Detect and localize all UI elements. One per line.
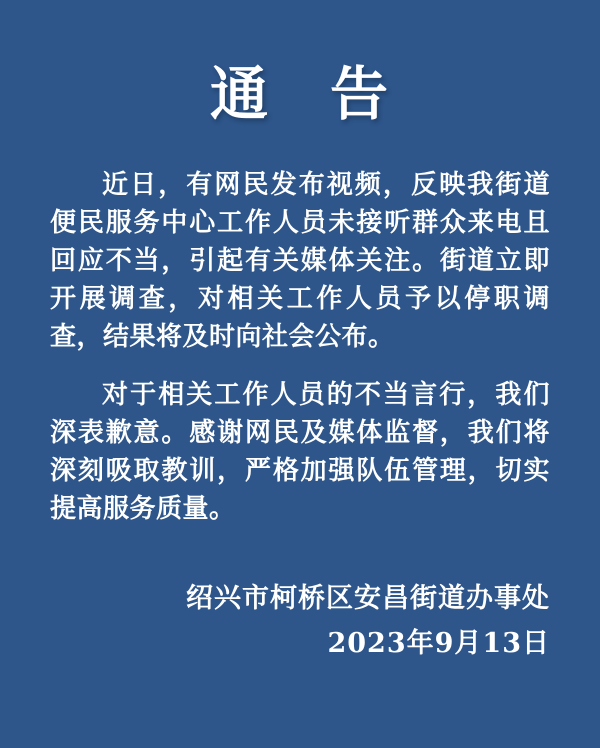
notice-paragraph-1: 近日，有网民发布视频，反映我街道便民服务中心工作人员未接听群众来电且回应不当，引起有关媒体关注。街道立即开展调查，对相关工作人员予以停职调查，结果将及时向社会公布。 — [50, 170, 550, 352]
notice-title: 通 告 — [209, 60, 390, 128]
issuer-signature: 绍兴市柯桥区安昌街道办事处 — [186, 583, 550, 614]
notice-body — [50, 166, 550, 528]
signature-block — [50, 584, 550, 658]
issue-date: 2023年9月13日 — [327, 628, 550, 659]
notice-paragraph-2: 对于相关工作人员的不当言行，我们深表歉意。感谢网民及媒体监督，我们将深刻吸取教训，严格加强队伍管理，切实提高服务质量。 — [50, 380, 550, 524]
